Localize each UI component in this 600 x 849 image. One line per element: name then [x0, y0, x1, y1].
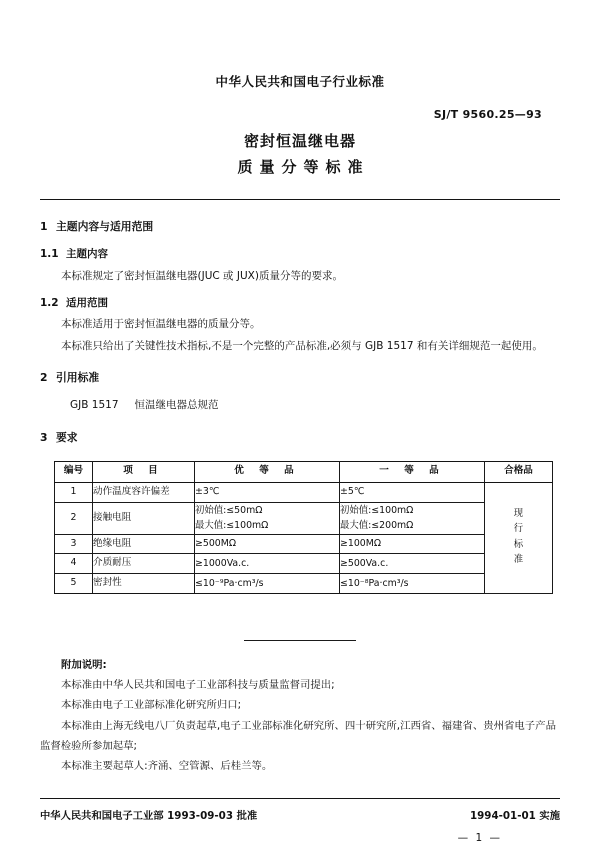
section-1-2-heading — [40, 293, 560, 313]
section-1-1-title: 主题内容 — [66, 248, 108, 261]
requirements-table-wrapper — [40, 461, 560, 594]
cell-premium — [195, 573, 340, 593]
premium-line: ≥500MΩ — [195, 538, 237, 550]
footer-divider — [40, 798, 560, 799]
col-header-no: 编号 — [55, 461, 93, 482]
premium-lines — [195, 484, 339, 500]
cell-no: 3 — [55, 534, 93, 554]
premium-line: ≤10⁻⁹Pa·cm³/s — [195, 577, 264, 589]
page-content — [40, 30, 560, 845]
section-1-1-number: 1.1 — [40, 248, 59, 261]
first-line: ≥500Va.c. — [340, 557, 389, 569]
cell-premium — [195, 482, 340, 502]
qualified-vertical-text — [514, 506, 523, 567]
cell-item: 介质耐压 — [93, 554, 195, 574]
cell-item: 接触电阻 — [93, 502, 195, 534]
issuing-organization: 中华人民共和国电子行业标准 — [215, 74, 385, 89]
appendix-title: 附加说明: — [61, 658, 107, 671]
col-header-qualified: 合格品 — [485, 461, 553, 482]
section-1-2-text-1: 本标准适用于密封恒温继电器的质量分等。 — [61, 318, 261, 331]
premium-lines — [195, 536, 339, 552]
page-footer — [40, 807, 560, 822]
section-3-title: 要求 — [56, 430, 78, 444]
cell-no: 5 — [55, 573, 93, 593]
appendix-line: 本标准由电子工业部标准化研究所归口; — [61, 699, 242, 712]
table-row — [55, 482, 553, 502]
appendix-divider — [244, 640, 356, 641]
document-title: 密封恒温继电器 — [243, 132, 356, 150]
section-1-heading — [40, 216, 560, 237]
table-row — [55, 554, 553, 574]
qualified-char: 现 — [513, 508, 524, 520]
table-row — [55, 534, 553, 554]
premium-line: ≥1000Va.c. — [195, 557, 250, 569]
section-1-title: 主题内容与适用范围 — [56, 220, 154, 233]
section-3-heading — [40, 427, 560, 448]
section-1-1-heading — [40, 244, 560, 264]
cell-premium — [195, 554, 340, 574]
cell-premium — [195, 502, 340, 534]
appendix-line: 本标准主要起草人:齐涌、空管源、后桂兰等。 — [61, 760, 273, 773]
section-2-title: 引用标准 — [56, 371, 100, 385]
section-1-2-title: 适用范围 — [66, 296, 108, 309]
cell-first — [340, 482, 485, 502]
col-header-first: 一 等 品 — [340, 461, 485, 482]
premium-lines — [195, 556, 339, 572]
premium-line: ±3℃ — [195, 486, 220, 498]
implementation-date: 1994-01-01 实施 — [469, 810, 560, 823]
page-number: — 1 — — [457, 832, 502, 845]
document-subtitle: 质量分等标准 — [237, 158, 370, 176]
cell-item: 动作温度容许偏差 — [93, 482, 195, 502]
first-line: 最大值:≤200mΩ — [340, 520, 414, 532]
section-2-heading — [40, 367, 560, 388]
appendix-section — [40, 640, 560, 777]
cell-no: 1 — [55, 482, 93, 502]
first-lines — [340, 503, 484, 534]
section-1-2-number: 1.2 — [40, 296, 59, 309]
referenced-standard-code: GJB 1517 — [70, 399, 119, 412]
premium-lines — [195, 503, 339, 534]
premium-lines — [195, 576, 339, 592]
section-3-number: 3 — [40, 430, 48, 444]
standard-number: SJ/T 9560.25—93 — [433, 108, 542, 121]
header-divider — [40, 199, 560, 200]
first-lines — [340, 536, 484, 552]
cell-first — [340, 534, 485, 554]
section-1-1-text: 本标准规定了密封恒温继电器(JUC 或 JUX)质量分等的要求。 — [61, 269, 343, 282]
first-line: ±5℃ — [340, 486, 365, 498]
cell-first — [340, 502, 485, 534]
cell-qualified-merged — [485, 482, 553, 593]
approval-statement: 中华人民共和国电子工业部 1993-09-03 批准 — [40, 810, 258, 823]
table-header-row — [55, 461, 553, 482]
cell-item: 绝缘电阻 — [93, 534, 195, 554]
first-lines — [340, 484, 484, 500]
document-body — [40, 216, 560, 594]
cell-no: 4 — [55, 554, 93, 574]
section-1-number: 1 — [40, 220, 48, 233]
appendix-line: 本标准由上海无线电八厂负责起草,电子工业部标准化研究所、四十研究所,江西省、福建省、贵州省电子产品监督检验所参加起草; — [40, 719, 556, 752]
qualified-char: 准 — [513, 553, 524, 565]
qualified-char: 行 — [513, 523, 524, 535]
table-row — [55, 573, 553, 593]
table-head — [55, 461, 553, 482]
section-2-number: 2 — [40, 371, 48, 385]
premium-line: 初始值:≤50mΩ — [195, 504, 263, 516]
referenced-standard-name: 恒温继电器总规范 — [134, 399, 219, 412]
qualified-char: 标 — [513, 538, 524, 550]
first-line: ≤10⁻⁸Pa·cm³/s — [340, 577, 409, 589]
appendix-line: 本标准由中华人民共和国电子工业部科技与质量监督司提出; — [61, 678, 335, 691]
table-body — [55, 482, 553, 593]
first-lines — [340, 556, 484, 572]
cell-first — [340, 554, 485, 574]
cell-no: 2 — [55, 502, 93, 534]
table-row — [55, 502, 553, 534]
col-header-item: 项 目 — [93, 461, 195, 482]
referenced-standard — [40, 395, 560, 415]
col-header-premium: 优 等 品 — [195, 461, 340, 482]
requirements-table — [54, 461, 553, 594]
first-line: ≥100MΩ — [340, 538, 382, 550]
cell-item: 密封性 — [93, 573, 195, 593]
premium-line: 最大值:≤100mΩ — [195, 520, 269, 532]
section-1-2-text-2: 本标准只给出了关键性技术指标,不是一个完整的产品标准,必须与 GJB 1517 和有关详细规范一起使用。 — [61, 339, 543, 352]
appendix-body — [40, 655, 560, 777]
cell-first — [340, 573, 485, 593]
first-lines — [340, 576, 484, 592]
first-line: 初始值:≤100mΩ — [340, 504, 414, 516]
cell-premium — [195, 534, 340, 554]
